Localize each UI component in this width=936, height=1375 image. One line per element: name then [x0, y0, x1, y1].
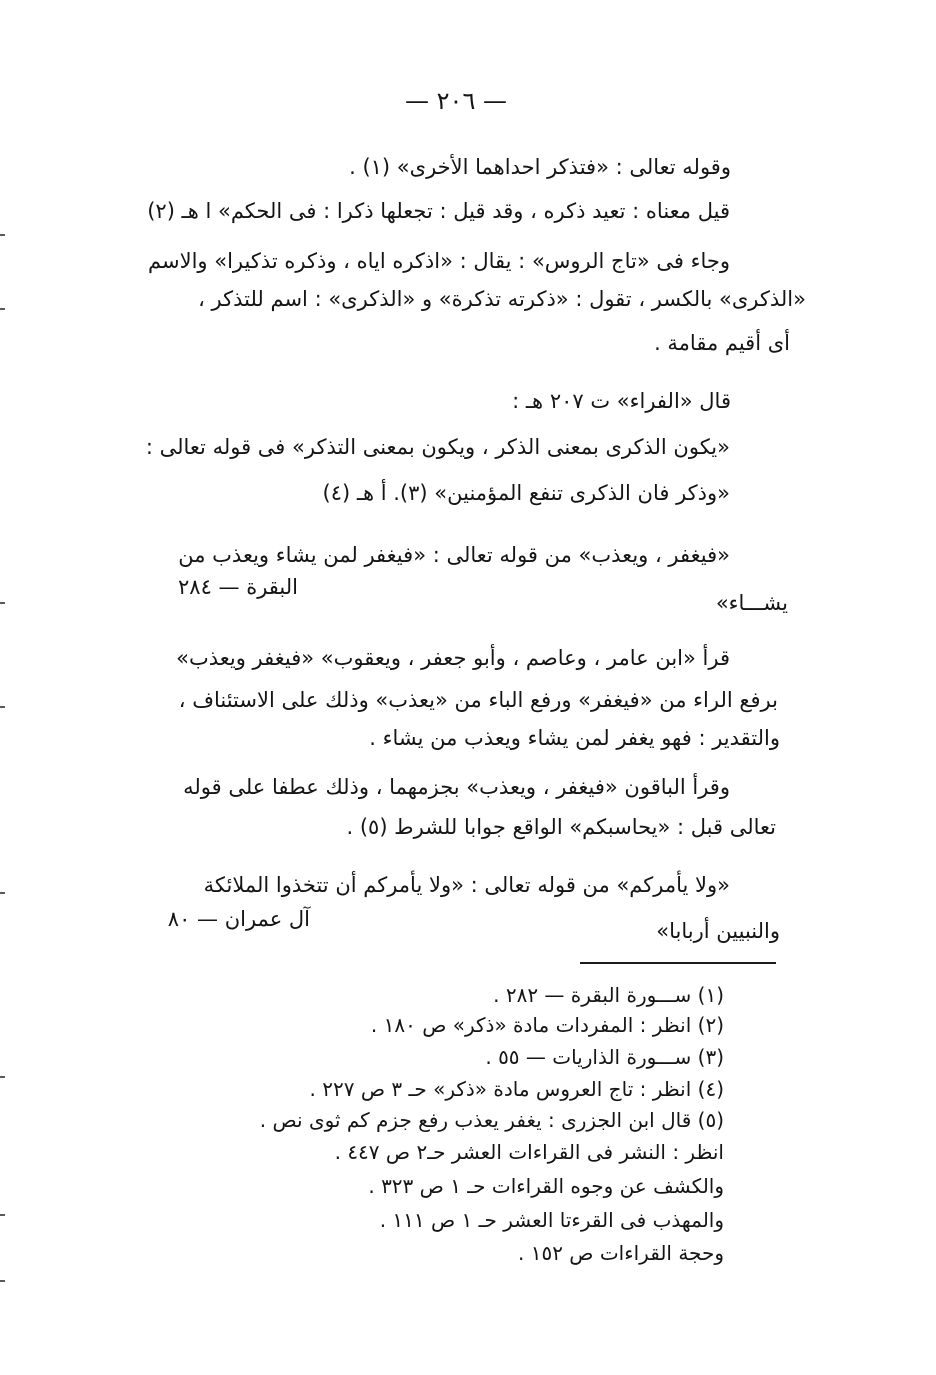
footnote-line: انظر : النشر فى القراءات العشر حـ٢ ص ٤٤٧ . — [334, 1140, 724, 1164]
body-line: وجاء فى «تاج الروس» : يقال : «اذكره اياه ، وذكره تذكيرا» والاسم — [148, 249, 730, 273]
scan-mark — [0, 1214, 5, 1216]
footnote-line: والمهذب فى القرءتا العشر حـ ١ ص ١١١ . — [379, 1208, 724, 1232]
scan-mark — [0, 308, 5, 310]
body-line: والتقدير : فهو يغفر لمن يشاء ويعذب من يشاء . — [369, 726, 780, 750]
body-line: «ولا يأمركم» من قوله تعالى : «ولا يأمركم أن تتخذوا الملائكة — [203, 873, 730, 897]
footnote-divider — [580, 962, 776, 964]
body-line: والنبيين أربابا» — [656, 919, 780, 943]
verse-reference: البقرة — ٢٨٤ — [178, 575, 298, 599]
scan-mark — [0, 602, 5, 604]
body-line: قرأ «ابن عامر ، وعاصم ، وأبو جعفر ، ويعقوب» «فيغفر ويعذب» — [176, 646, 730, 670]
body-line: «يكون الذكرى بمعنى الذكر ، ويكون بمعنى التذكر» فى قوله تعالى : — [145, 435, 730, 459]
body-line: برفع الراء من «فيغفر» ورفع الباء من «يعذب» وذلك على الاستئناف ، — [178, 688, 778, 712]
footnote-line: (١) ســـورة البقرة — ٢٨٢ . — [493, 983, 724, 1007]
body-line: أى أقيم مقامة . — [654, 331, 790, 355]
scan-mark — [0, 892, 5, 894]
footnote-line: (٢) انظر : المفردات مادة «ذكر» ص ١٨٠ . — [370, 1013, 724, 1037]
body-line: وقرأ الباقون «فيغفر ، ويعذب» بجزمهما ، وذلك عطفا على قوله — [183, 775, 730, 799]
page-number: — ٢٠٦ — — [405, 87, 507, 115]
scan-mark — [0, 706, 5, 708]
scan-mark — [0, 234, 5, 236]
verse-reference: آل عمران — ٨٠ — [167, 907, 310, 931]
body-line: قيل معناه : تعيد ذكره ، وقد قيل : تجعلها ذكرا : فى الحكم» ا هـ (٢) — [147, 199, 730, 223]
body-line: قال «الفراء» ت ٢٠٧ هـ : — [512, 389, 731, 413]
footnote-line: وحجة القراءات ص ١٥٢ . — [517, 1241, 724, 1265]
footnote-line: (٥) قال ابن الجزرى : يغفر يعذب رفع جزم كم ثوى نص . — [259, 1108, 724, 1132]
body-line: «فيغفر ، ويعذب» من قوله تعالى : «فيغفر لمن يشاء ويعذب من — [178, 543, 730, 567]
body-line: تعالى قبل : «يحاسبكم» الواقع جوابا للشرط (٥) . — [346, 815, 776, 839]
body-line: «وذكر فان الذكرى تنفع المؤمنين» (٣). أ هـ (٤) — [322, 481, 730, 505]
body-line: وقوله تعالى : «فتذكر احداهما الأخرى» (١) . — [349, 155, 731, 179]
scan-mark — [0, 1280, 5, 1282]
body-line: يشـــاء» — [715, 591, 788, 615]
footnote-line: (٣) ســـورة الذاريات — ٥٥ . — [485, 1045, 724, 1069]
footnote-line: (٤) انظر : تاج العروس مادة «ذكر» حـ ٣ ص ٢٢٧ . — [309, 1077, 724, 1101]
body-line: «الذكرى» بالكسر ، تقول : «ذكرته تذكرة» و «الذكرى» : اسم للتذكر ، — [198, 287, 806, 311]
scan-mark — [0, 1076, 5, 1078]
footnote-line: والكشف عن وجوه القراءات حـ ١ ص ٣٢٣ . — [368, 1174, 724, 1198]
